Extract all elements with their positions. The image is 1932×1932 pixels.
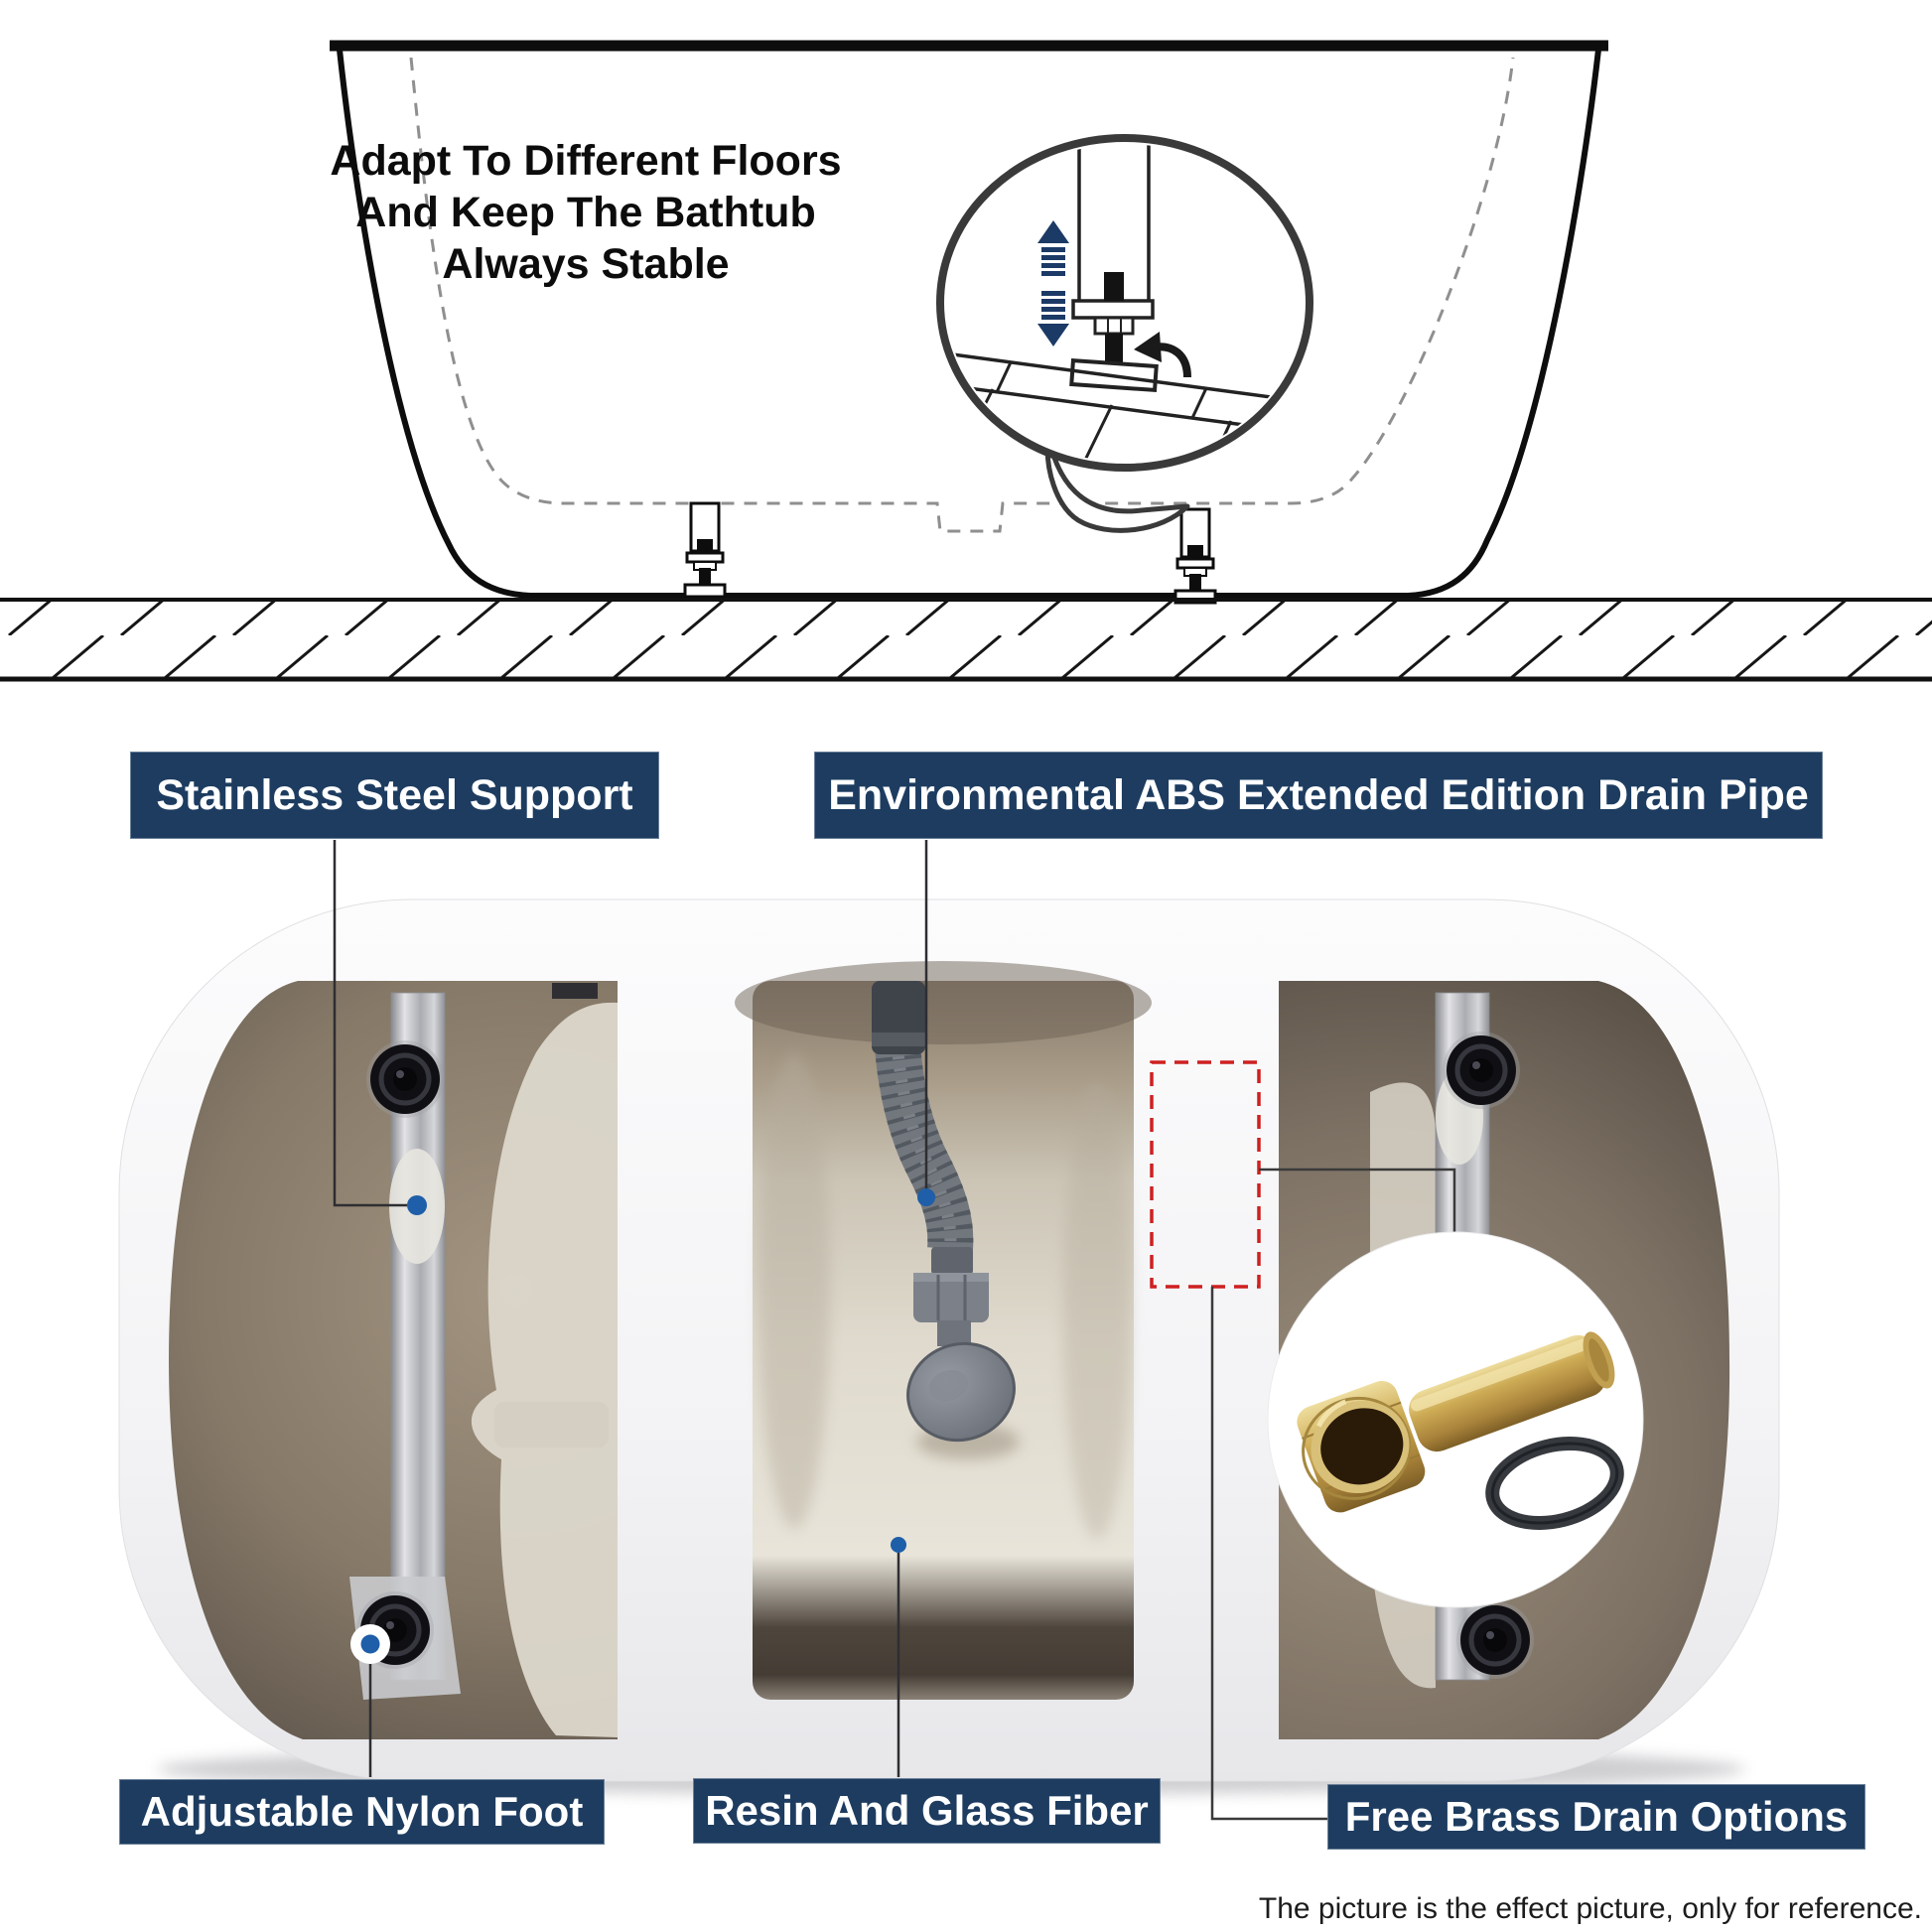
callout-dot-icon-stainless [407, 1195, 427, 1215]
foam-ledge [494, 1402, 609, 1448]
nylon-foot-upper-right [1443, 1032, 1520, 1109]
label-resin-glass-fiber: Resin And Glass Fiber [693, 1778, 1161, 1844]
reference-footnote: The picture is the effect picture, only for reference. [1258, 1892, 1922, 1925]
caption-line-3: Always Stable [442, 240, 730, 288]
label-adjustable-nylon-foot: Adjustable Nylon Foot [119, 1779, 605, 1845]
callout-dot-icon-resin [891, 1537, 906, 1553]
brass-drain-inset [1268, 1232, 1643, 1607]
diagram-caption [308, 135, 864, 290]
caption-line-2: And Keep The Bathtub [355, 189, 816, 236]
nylon-foot-lower-right [1456, 1601, 1534, 1679]
label-free-brass-drain-options: Free Brass Drain Options [1327, 1784, 1865, 1850]
callout-dot-icon-drain [917, 1188, 935, 1206]
caption-line-1: Adapt To Different Floors [330, 137, 842, 185]
mount-slot [552, 983, 598, 999]
foot-marker-dot-icon [361, 1635, 380, 1654]
label-drain-pipe: Environmental ABS Extended Edition Drain Pipe [814, 752, 1823, 839]
speech-bubble [931, 137, 1310, 530]
floor-hatching [0, 600, 1932, 679]
left-foot-drawing [685, 503, 725, 597]
nylon-foot-upper-left [366, 1040, 444, 1118]
right-foot-drawing [1175, 509, 1215, 603]
left-cavity [169, 981, 618, 1739]
label-stainless-steel-support: Stainless Steel Support [130, 752, 659, 839]
tub-underside-photo [119, 840, 1779, 1819]
middle-cavity [735, 961, 1152, 1700]
